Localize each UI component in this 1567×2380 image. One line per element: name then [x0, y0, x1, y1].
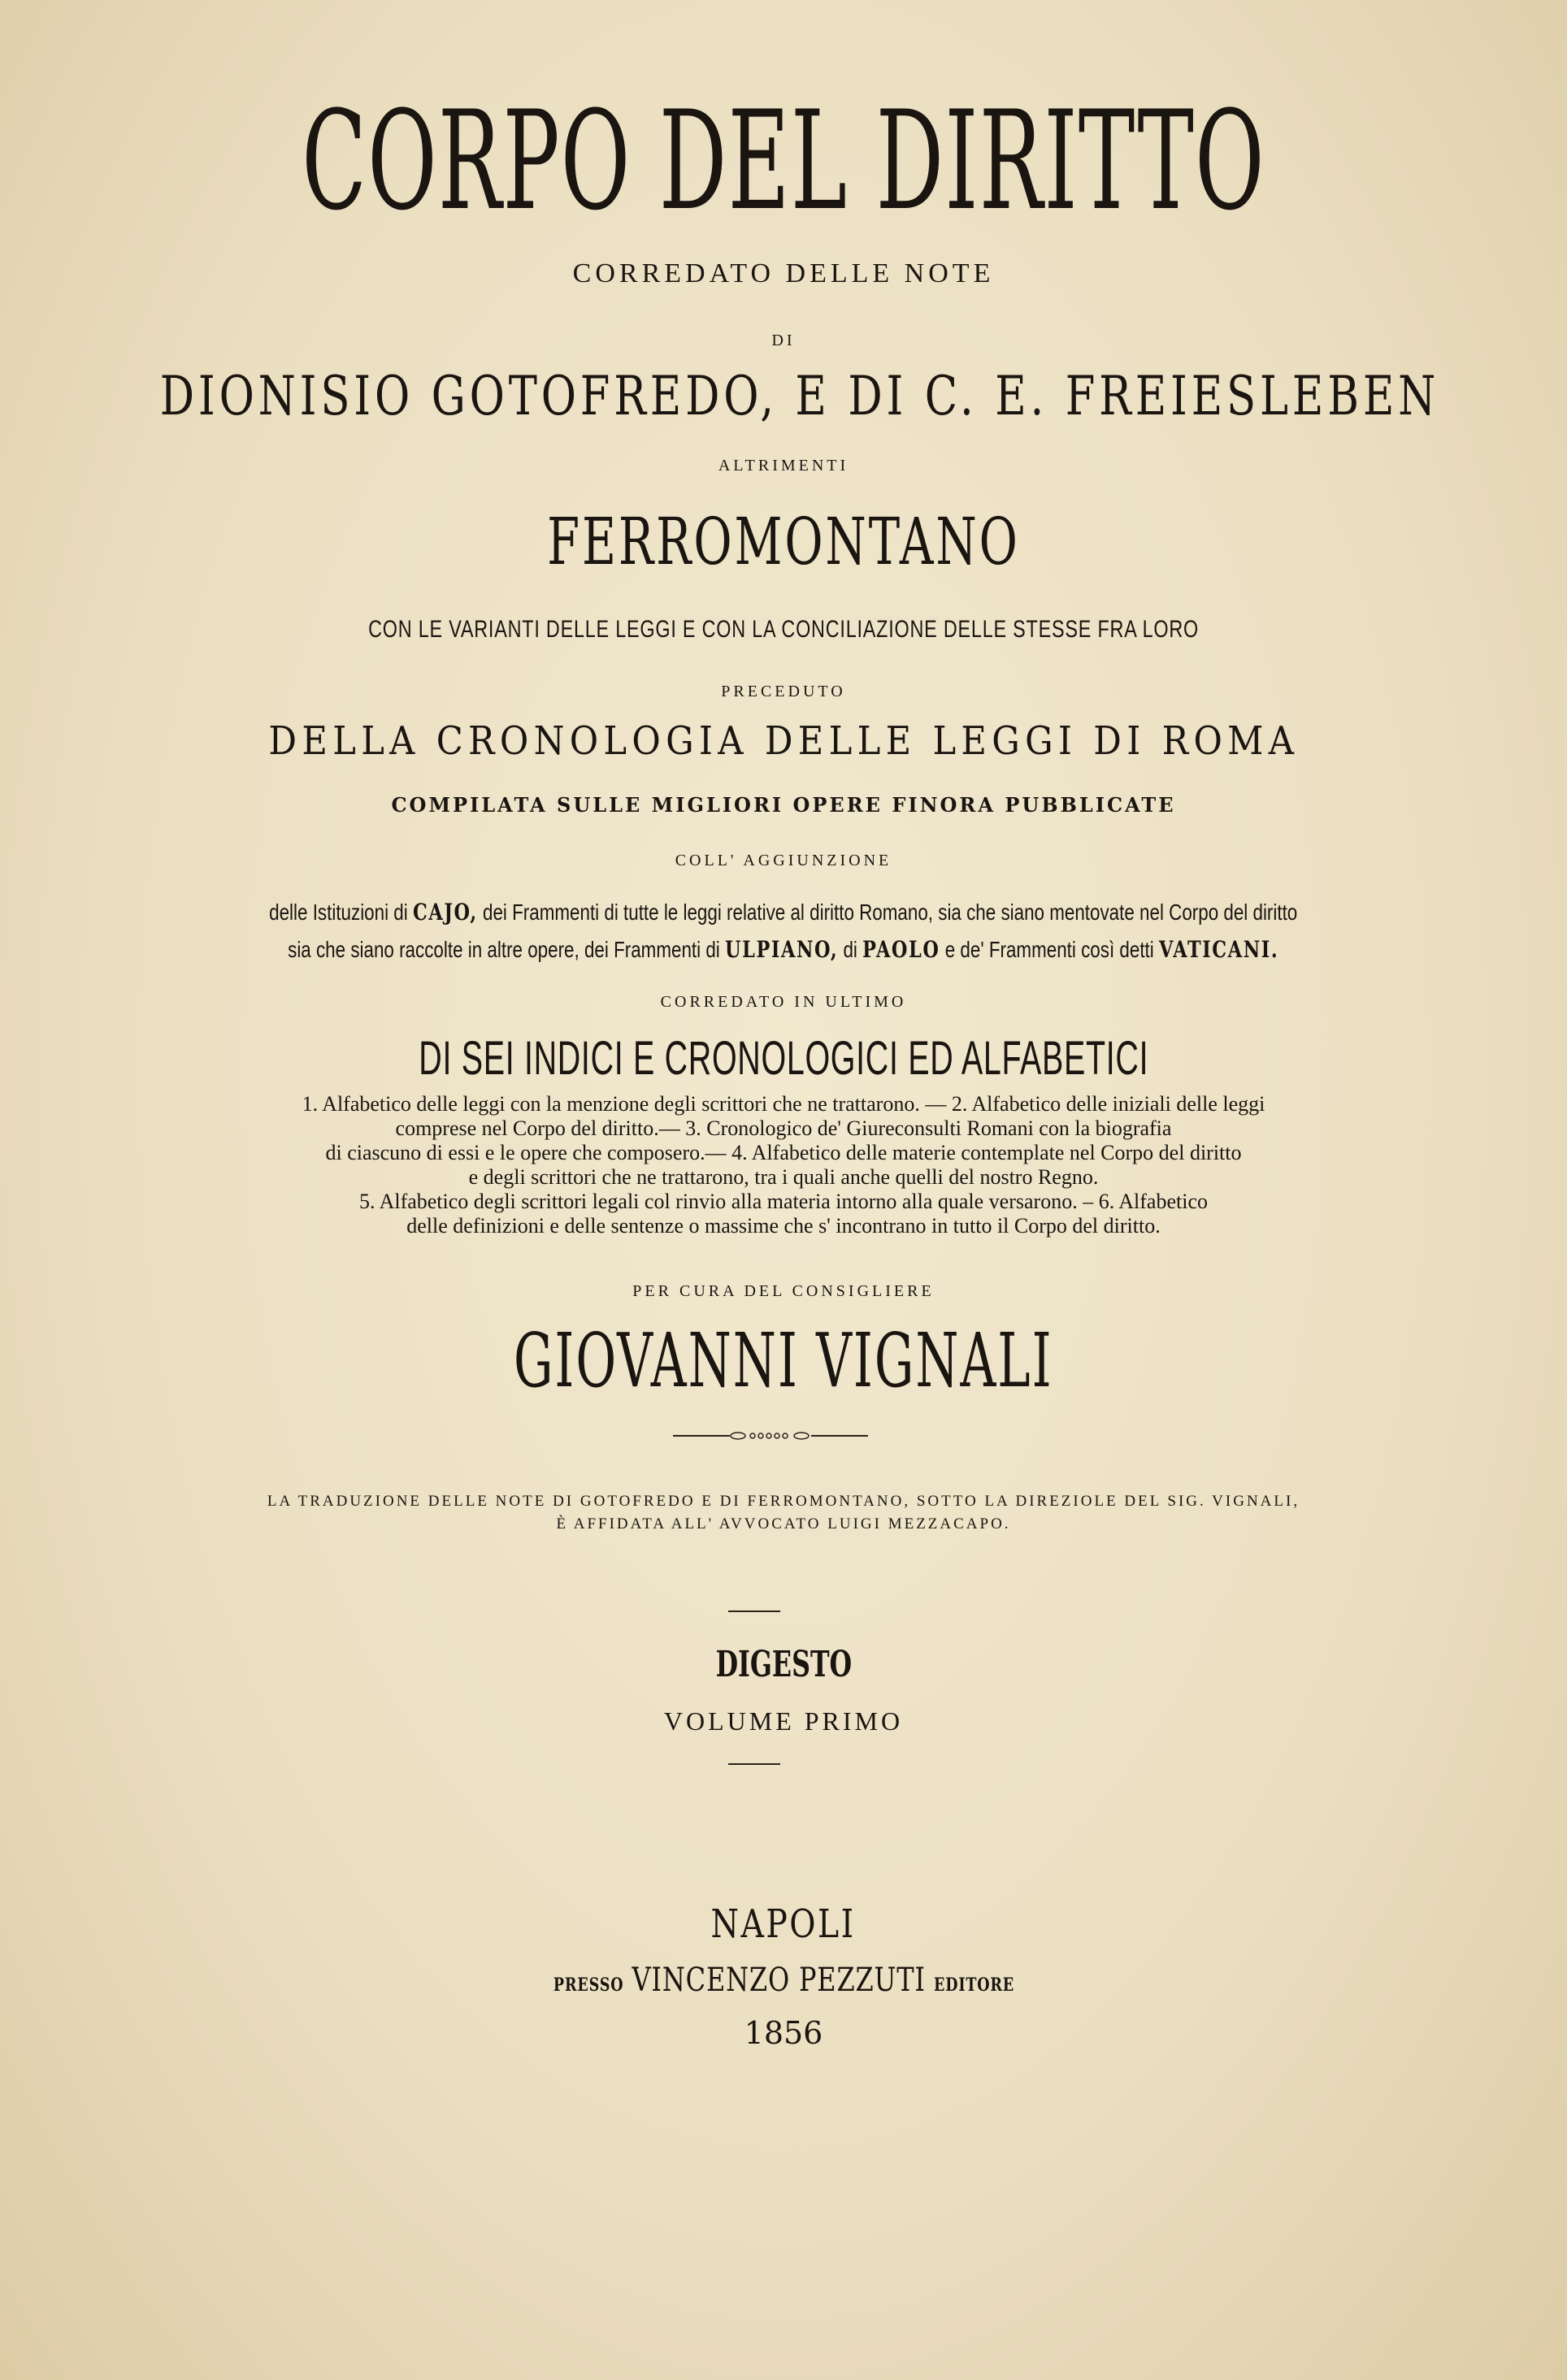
short-rule: [728, 1763, 780, 1765]
publication-year: 1856: [744, 2015, 823, 2051]
corredato-ultimo-line: CORREDATO IN ULTIMO: [660, 993, 907, 1011]
indici-line: di ciascuno di essi e le opere che composero.— 4. Alfabetico delle materie contemplate nel Corpo del diritto: [325, 1141, 1242, 1164]
cronologia-line: DELLA CRONOLOGIA DELLE LEGGI DI ROMA: [268, 718, 1299, 764]
preceduto-line: PRECEDUTO: [721, 683, 846, 700]
varianti-line: CON LE VARIANTI DELLE LEGGI E CON LA CONCILIAZIONE DELLE STESSE FRA LORO: [368, 616, 1199, 643]
indici-line: e degli scrittori che ne trattarono, tra i quali anche quelli del nostro Regno.: [468, 1165, 1099, 1189]
main-title: CORPO DEL DIRITTO: [302, 81, 1265, 241]
aggiunzione-line: COLL' AGGIUNZIONE: [675, 852, 892, 869]
indici-list: [0, 1092, 1567, 1238]
istituzioni-paragraph: delle Istituzioni di CAJO, dei Frammenti di tutte le leggi relative al diritto Romano, sia che siano mentovate nel Corpo del diritto sia che siano raccolte in altre opere, dei Frammenti di ULPIANO, di PAOLO e de' Frammenti così detti VATICANI.: [269, 899, 1298, 963]
digesto-heading: DIGESTO: [715, 1644, 852, 1685]
cajo-name: CAJO,: [413, 899, 479, 926]
vaticani-name: VATICANI.: [1159, 936, 1279, 963]
ferromontano-line: FERROMONTANO: [547, 504, 1020, 579]
indici-line: 5. Alfabetico degli scrittori legali col rinvio alla materia intorno alla quale versarono. – 6. Alfabetico: [359, 1190, 1208, 1213]
compilata-line: COMPILATA SULLE MIGLIORI OPERE FINORA PUBBLICATE: [391, 793, 1176, 817]
publisher-line: PRESSO VINCENZO PEZZUTI EDITORE: [553, 1962, 1014, 1999]
city-line: NAPOLI: [710, 1901, 857, 1947]
altrimenti-line: ALTRIMENTI: [718, 457, 849, 475]
sei-indici-line: DI SEI INDICI E CRONOLOGICI ED ALFABETICI: [419, 1032, 1148, 1085]
indici-line: delle definizioni e delle sentenze o massime che s' incontrano in tutto il Corpo del diritto.: [406, 1214, 1161, 1238]
per-cura-line: PER CURA DEL CONSIGLIERE: [632, 1282, 935, 1300]
indici-line: comprese nel Corpo del diritto.— 3. Cronologico de' Giureconsulti Romani con la biografia: [395, 1116, 1172, 1140]
indici-line: 1. Alfabetico delle leggi con la menzione degli scrittori che ne trattarono. — 2. Alfabetico delle iniziali delle leggi: [302, 1092, 1265, 1116]
volume-line: VOLUME PRIMO: [663, 1706, 904, 1736]
ulpiano-name: ULPIANO,: [725, 936, 839, 963]
paolo-name: PAOLO: [862, 936, 940, 963]
di-line: DI: [771, 332, 796, 349]
authors-line: DIONISIO GOTOFREDO, E DI C. E. FREIESLEBEN: [159, 365, 1440, 427]
short-rule: [728, 1611, 780, 1612]
ornament-divider: [673, 1430, 868, 1441]
traduzione-note: LA TRADUZIONE DELLE NOTE DI GOTOFREDO E DI FERROMONTANO, SOTTO LA DIREZIOLE DEL SIG. VIGNALI, È AFFIDATA ALL' AVVOCATO LUIGI MEZZACAPO.: [267, 1493, 1300, 1532]
publisher-name: VINCENZO PEZZUTI: [632, 1962, 926, 1999]
corredato-line: CORREDATO DELLE NOTE: [572, 258, 995, 288]
editor-name: GIOVANNI VIGNALI: [514, 1317, 1053, 1404]
